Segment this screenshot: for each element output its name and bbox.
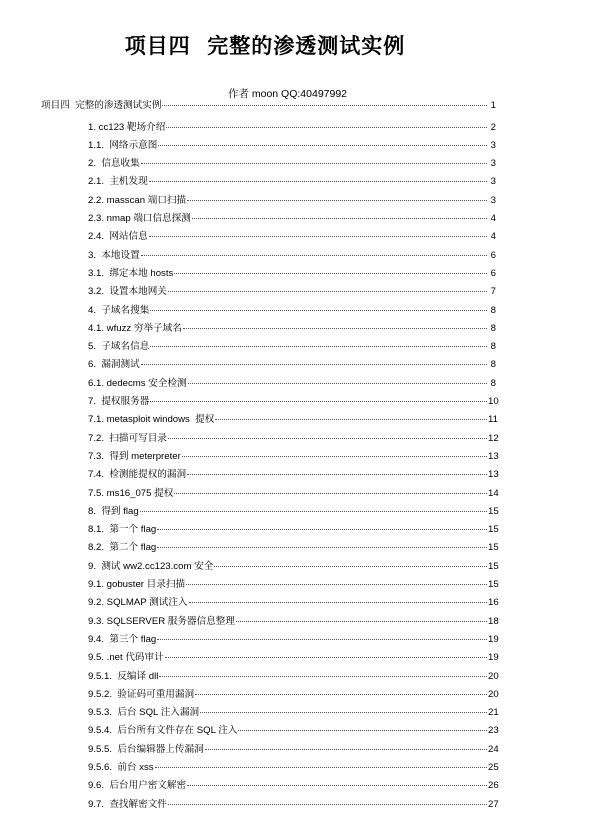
toc-page-number: 3 bbox=[490, 158, 496, 170]
toc-entry[interactable] bbox=[0, 393, 595, 411]
dot-leader bbox=[189, 601, 487, 603]
toc-entry[interactable] bbox=[0, 430, 595, 448]
toc-entry-title: 2. 信息收集 bbox=[88, 158, 140, 170]
toc-entry-title: 9.5.4. 后台所有文件存在 SQL 注入 bbox=[88, 725, 238, 737]
dot-leader bbox=[150, 345, 487, 347]
toc-entry[interactable] bbox=[0, 283, 595, 301]
dot-leader bbox=[141, 254, 487, 256]
toc-page-number: 10 bbox=[488, 396, 499, 408]
toc-entry-title: 6.1. dedecms 安全检测 bbox=[88, 377, 187, 389]
toc-page-number: 8 bbox=[490, 304, 496, 316]
dot-leader bbox=[188, 382, 487, 384]
dot-leader bbox=[215, 418, 487, 420]
toc-page-number: 8 bbox=[490, 359, 496, 371]
toc-entry[interactable] bbox=[0, 210, 595, 228]
dot-leader bbox=[168, 803, 487, 805]
toc-entry-title: 5. 子域名信息 bbox=[88, 341, 150, 353]
toc-entry-title: 9.1. gobuster 目录扫描 bbox=[88, 579, 186, 591]
dot-leader bbox=[183, 327, 487, 329]
dot-leader bbox=[200, 711, 487, 713]
dot-leader bbox=[157, 546, 487, 548]
toc-entry-title: 9.4. 第三个 flag bbox=[88, 633, 157, 645]
toc-entry-title: 2.4. 网站信息 bbox=[88, 231, 148, 243]
toc-page-number: 4 bbox=[490, 213, 496, 225]
toc-entry[interactable] bbox=[0, 119, 595, 137]
toc-entry[interactable] bbox=[0, 741, 595, 759]
toc-entry[interactable] bbox=[0, 521, 595, 539]
dot-leader bbox=[159, 675, 487, 677]
toc-page-number: 13 bbox=[488, 469, 499, 481]
toc-page-number: 4 bbox=[490, 231, 496, 243]
dot-leader bbox=[141, 162, 487, 164]
dot-leader bbox=[165, 656, 487, 658]
dot-leader bbox=[238, 729, 487, 731]
author-line: 作者 moon QQ:40497992 bbox=[227, 88, 348, 100]
toc-entry[interactable] bbox=[0, 466, 595, 484]
toc-page-number: 11 bbox=[488, 414, 498, 426]
toc-entry[interactable] bbox=[0, 192, 595, 210]
dot-leader bbox=[149, 180, 487, 182]
toc-entry-title: 9.2. SQLMAP 测试注入 bbox=[88, 597, 188, 609]
dot-leader bbox=[168, 437, 487, 439]
dot-leader bbox=[205, 748, 487, 750]
dot-leader bbox=[150, 309, 487, 311]
dot-leader bbox=[157, 638, 487, 640]
toc-entry[interactable] bbox=[0, 411, 595, 429]
toc-entry[interactable] bbox=[0, 265, 595, 283]
toc-entry[interactable] bbox=[0, 722, 595, 740]
toc-entry-title: 3.2. 设置本地网关 bbox=[88, 286, 167, 298]
dot-leader bbox=[187, 199, 487, 201]
toc-entry[interactable] bbox=[0, 320, 595, 338]
toc-page-number: 7 bbox=[490, 286, 496, 298]
toc-entry-title: 1. cc123 靶场介绍 bbox=[88, 121, 166, 133]
toc-entry[interactable] bbox=[0, 539, 595, 557]
toc-page-number: 20 bbox=[488, 670, 499, 682]
dot-leader bbox=[155, 766, 487, 768]
toc-page-number: 3 bbox=[490, 176, 496, 188]
dot-leader bbox=[140, 510, 487, 512]
toc-page-number: 15 bbox=[488, 505, 499, 517]
toc-entry[interactable] bbox=[0, 356, 595, 374]
toc-page-number: 8 bbox=[490, 322, 496, 334]
toc-entry-title: 9.6. 后台用户密文解密 bbox=[88, 780, 187, 792]
toc-page-number: 16 bbox=[488, 597, 499, 609]
toc-page-number: 24 bbox=[488, 743, 499, 755]
toc-page-number: 25 bbox=[488, 761, 499, 773]
toc-entry[interactable] bbox=[0, 631, 595, 649]
toc-entry[interactable] bbox=[0, 686, 595, 704]
toc-entry[interactable] bbox=[0, 777, 595, 795]
toc-entry-title: 8. 得到 flag bbox=[88, 505, 139, 517]
toc-entry[interactable] bbox=[0, 137, 595, 155]
toc-page-number: 1 bbox=[490, 100, 496, 111]
toc-entry[interactable] bbox=[0, 503, 595, 521]
toc-page-number: 2 bbox=[490, 121, 496, 133]
dot-leader bbox=[174, 492, 487, 494]
table-of-contents bbox=[0, 101, 595, 814]
toc-page-number: 20 bbox=[488, 688, 499, 700]
toc-page-number: 8 bbox=[490, 377, 496, 389]
toc-entry[interactable] bbox=[0, 375, 595, 393]
toc-page-number: 15 bbox=[488, 560, 499, 572]
toc-page-number: 27 bbox=[488, 798, 499, 810]
toc-entry[interactable] bbox=[0, 759, 595, 777]
toc-entry-title: 3. 本地设置 bbox=[88, 249, 140, 261]
dot-leader bbox=[182, 455, 487, 457]
dot-leader bbox=[141, 363, 487, 365]
toc-page-number: 15 bbox=[488, 542, 499, 554]
toc-page-number: 6 bbox=[490, 267, 496, 279]
dot-leader bbox=[174, 272, 487, 274]
toc-entry-title: 8.1. 第一个 flag bbox=[88, 524, 157, 536]
toc-page-number: 6 bbox=[490, 249, 496, 261]
toc-entry[interactable] bbox=[0, 558, 595, 576]
toc-entry-title: 项目四 完整的渗透测试实例 bbox=[41, 100, 162, 111]
toc-entry-title: 7.4. 检测能提权的漏洞 bbox=[88, 469, 187, 481]
toc-entry-title: 1.1. 网络示意图 bbox=[88, 139, 158, 151]
dot-leader bbox=[187, 473, 487, 475]
dot-leader bbox=[187, 784, 487, 786]
toc-page-number: 14 bbox=[488, 487, 499, 499]
toc-page-number: 19 bbox=[488, 652, 499, 664]
dot-leader bbox=[192, 217, 487, 219]
toc-entry-title: 9.3. SQLSERVER 服务器信息整理 bbox=[88, 615, 235, 627]
toc-page-number: 23 bbox=[488, 725, 499, 737]
toc-entry-title: 9. 测试 ww2.cc123.com 安全 bbox=[88, 560, 214, 572]
toc-entry-title: 9.5.6. 前台 xss bbox=[88, 761, 154, 773]
toc-entry[interactable] bbox=[0, 576, 595, 594]
dot-leader bbox=[150, 400, 487, 402]
toc-entry-title: 2.1. 主机发现 bbox=[88, 176, 148, 188]
toc-page-number: 8 bbox=[490, 341, 496, 353]
toc-entry[interactable] bbox=[0, 594, 595, 612]
toc-page-number: 13 bbox=[488, 450, 499, 462]
toc-page-number: 3 bbox=[490, 194, 496, 206]
dot-leader bbox=[214, 565, 487, 567]
toc-entry-title: 6. 漏洞测试 bbox=[88, 359, 140, 371]
toc-entry[interactable] bbox=[0, 649, 595, 667]
toc-entry[interactable] bbox=[0, 796, 595, 814]
toc-entry-title: 4. 子域名搜集 bbox=[88, 304, 150, 316]
toc-entry[interactable] bbox=[0, 101, 595, 111]
toc-entry[interactable] bbox=[0, 247, 595, 265]
document-title: 项目四 完整的渗透测试实例 bbox=[124, 34, 406, 58]
dot-leader bbox=[195, 693, 487, 695]
toc-page-number: 21 bbox=[488, 707, 499, 719]
toc-entry-title: 2.2. masscan 端口扫描 bbox=[88, 194, 187, 206]
toc-entry-title: 3.1. 绑定本地 hosts bbox=[88, 267, 174, 279]
toc-entry[interactable] bbox=[0, 668, 595, 686]
toc-entry-title: 7. 提权服务器 bbox=[88, 396, 150, 408]
toc-entry[interactable] bbox=[0, 228, 595, 246]
toc-entry-title: 7.2. 扫描可写目录 bbox=[88, 432, 167, 444]
toc-page-number: 3 bbox=[490, 139, 496, 151]
dot-leader bbox=[166, 126, 487, 128]
toc-entry[interactable] bbox=[0, 302, 595, 320]
dot-leader bbox=[157, 528, 487, 530]
toc-page-number: 15 bbox=[488, 524, 499, 536]
dot-leader bbox=[186, 583, 487, 585]
toc-entry[interactable] bbox=[0, 155, 595, 173]
toc-entry-title: 7.3. 得到 meterpreter bbox=[88, 450, 181, 462]
toc-entry[interactable] bbox=[0, 173, 595, 191]
dot-leader bbox=[158, 144, 487, 146]
toc-entry[interactable] bbox=[0, 613, 595, 631]
toc-entry-title: 4.1. wfuzz 穷举子域名 bbox=[88, 322, 182, 334]
toc-entry-title: 8.2. 第二个 flag bbox=[88, 542, 157, 554]
toc-entry-title: 9.5.3. 后台 SQL 注入漏洞 bbox=[88, 707, 200, 719]
toc-page-number: 12 bbox=[488, 432, 499, 444]
toc-entry-title: 7.1. metasploit windows 提权 bbox=[88, 414, 215, 426]
dot-leader bbox=[162, 104, 487, 106]
toc-page-number: 26 bbox=[488, 780, 499, 792]
dot-leader bbox=[149, 235, 487, 237]
toc-entry-title: 2.3. nmap 端口信息探测 bbox=[88, 213, 191, 225]
toc-page-number: 15 bbox=[488, 579, 499, 591]
toc-entry[interactable] bbox=[0, 338, 595, 356]
toc-entry-title: 9.5.1. 反编译 dll bbox=[88, 670, 159, 682]
toc-page-number: 19 bbox=[488, 633, 499, 645]
toc-entry[interactable] bbox=[0, 704, 595, 722]
toc-entry[interactable] bbox=[0, 485, 595, 503]
toc-entry-title: 9.5.5. 后台编辑器上传漏洞 bbox=[88, 743, 204, 755]
dot-leader bbox=[168, 290, 487, 292]
toc-entry-title: 9.5. .net 代码审计 bbox=[88, 652, 164, 664]
dot-leader bbox=[236, 620, 487, 622]
toc-entry-title: 9.7. 查找解密文件 bbox=[88, 798, 167, 810]
toc-page-number: 18 bbox=[488, 615, 499, 627]
toc-entry-title: 9.5.2. 验证码可重用漏洞 bbox=[88, 688, 195, 700]
toc-entry[interactable] bbox=[0, 448, 595, 466]
toc-entry-title: 7.5. ms16_075 提权 bbox=[88, 487, 174, 499]
